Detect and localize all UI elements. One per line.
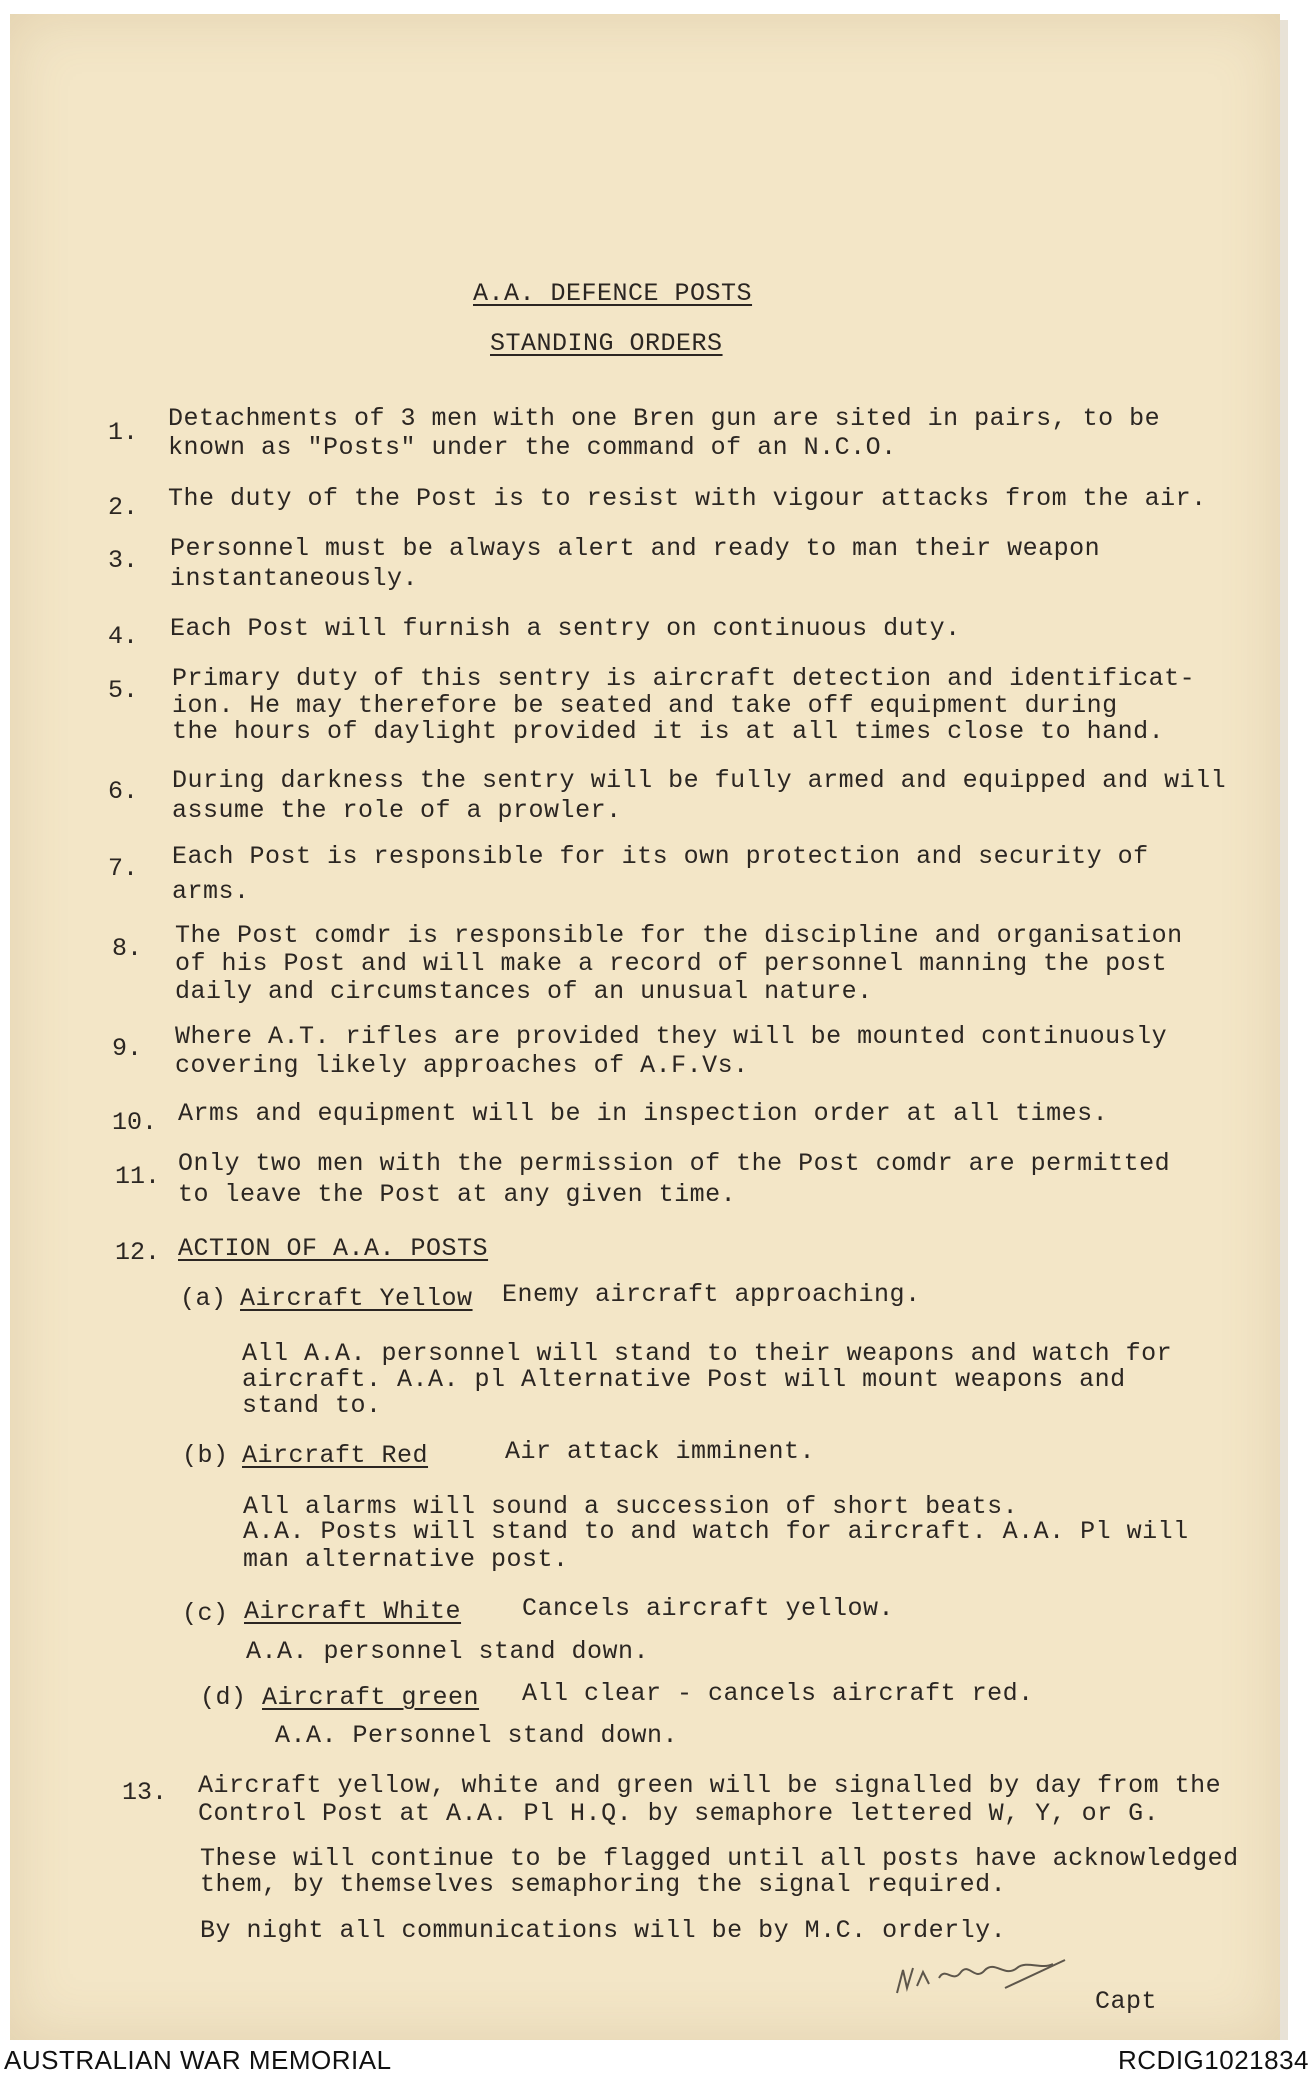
item-text-line: During darkness the sentry will be fully armed and equipped and will — [172, 766, 1227, 795]
item-text-line: Detachments of 3 men with one Bren gun are sited in pairs, to be — [168, 404, 1161, 433]
action-label: (a) — [180, 1284, 227, 1313]
action-name: Aircraft Yellow — [240, 1284, 473, 1313]
item-text-line: them, by themselves semaphoring the signal required. — [200, 1870, 1007, 1899]
item-number: 11. — [115, 1162, 161, 1191]
action-body-line: All alarms will sound a succession of short beats. — [243, 1492, 1019, 1521]
item-number: 12. — [115, 1238, 161, 1267]
section-heading: ACTION OF A.A. POSTS — [178, 1234, 489, 1263]
item-number: 7. — [108, 854, 139, 883]
item-text-line: Primary duty of this sentry is aircraft detection and identificat- — [172, 664, 1196, 693]
page-edge — [1280, 20, 1288, 2040]
item-text-line: Personnel must be always alert and ready to man their weapon — [170, 534, 1101, 563]
item-text-line: Where A.T. rifles are provided they will be mounted continuously — [175, 1022, 1168, 1051]
item-number: 4. — [108, 622, 139, 651]
action-name: Aircraft green — [262, 1683, 480, 1712]
item-text-line: known as "Posts" under the command of an N.C.O. — [168, 433, 897, 462]
action-body-line: All A.A. personnel will stand to their weapons and watch for — [242, 1339, 1173, 1368]
action-name: Aircraft Red — [242, 1441, 429, 1470]
item-text-line: By night all communications will be by M.C. orderly. — [200, 1916, 1007, 1945]
item-text-line: ion. He may therefore be seated and take off equipment during — [172, 691, 1118, 720]
item-number: 2. — [108, 493, 139, 522]
item-number: 3. — [108, 546, 139, 575]
action-body-line: aircraft. A.A. pl Alternative Post will mount weapons and — [242, 1365, 1126, 1394]
item-number: 13. — [122, 1778, 168, 1807]
footer-source: AUSTRALIAN WAR MEMORIAL — [4, 2045, 392, 2075]
item-number: 6. — [108, 777, 139, 806]
item-number: 1. — [108, 418, 139, 447]
item-text-line: of his Post and will make a record of personnel manning the post — [175, 949, 1168, 978]
item-text-line: assume the role of a prowler. — [172, 796, 622, 825]
item-number: 9. — [112, 1034, 143, 1063]
action-desc: Enemy aircraft approaching. — [502, 1280, 921, 1309]
item-text-line: The duty of the Post is to resist with vigour attacks from the air. — [168, 484, 1207, 513]
item-text-line: Arms and equipment will be in inspection order at all times. — [178, 1099, 1109, 1128]
item-number: 10. — [112, 1108, 158, 1137]
action-body-line: A.A. Personnel stand down. — [275, 1721, 679, 1750]
item-text-line: covering likely approaches of A.F.Vs. — [175, 1051, 749, 1080]
item-text-line: Control Post at A.A. Pl H.Q. by semaphore lettered W, Y, or G. — [198, 1799, 1160, 1828]
document-subtitle: STANDING ORDERS — [490, 329, 723, 358]
action-desc: Cancels aircraft yellow. — [522, 1594, 895, 1623]
footer-reference-id: RCDIG1021834 — [1118, 2045, 1309, 2075]
item-text-line: Only two men with the permission of the Post comdr are permitted — [178, 1149, 1171, 1178]
action-body-line: man alternative post. — [243, 1545, 569, 1574]
signature-rank: Capt — [1095, 1987, 1158, 2016]
action-name: Aircraft White — [244, 1597, 462, 1626]
action-desc: Air attack imminent. — [505, 1437, 816, 1466]
item-text-line: These will continue to be flagged until all posts have acknowledged — [200, 1844, 1239, 1873]
item-text-line: to leave the Post at any given time. — [178, 1180, 737, 1209]
item-number: 8. — [112, 934, 143, 963]
action-label: (c) — [182, 1599, 229, 1628]
action-body-line: A.A. personnel stand down. — [246, 1637, 650, 1666]
item-number: 5. — [108, 676, 139, 705]
action-body-line: stand to. — [242, 1391, 382, 1420]
action-label: (d) — [200, 1683, 247, 1712]
item-text-line: daily and circumstances of an unusual nature. — [175, 977, 873, 1006]
item-text-line: Each Post will furnish a sentry on continuous duty. — [170, 614, 961, 643]
action-body-line: A.A. Posts will stand to and watch for aircraft. A.A. Pl will — [243, 1517, 1189, 1546]
item-text-line: the hours of daylight provided it is at all times close to hand. — [172, 717, 1165, 746]
item-text-line: arms. — [172, 877, 250, 906]
item-text-line: instantaneously. — [170, 564, 419, 593]
action-desc: All clear - cancels aircraft red. — [522, 1679, 1034, 1708]
item-text-line: The Post comdr is responsible for the discipline and organisation — [175, 921, 1183, 950]
item-text-line: Aircraft yellow, white and green will be signalled by day from the — [198, 1771, 1222, 1800]
action-label: (b) — [182, 1441, 229, 1470]
item-text-line: Each Post is responsible for its own protection and security of — [172, 842, 1149, 871]
document-title: A.A. DEFENCE POSTS — [473, 279, 753, 308]
